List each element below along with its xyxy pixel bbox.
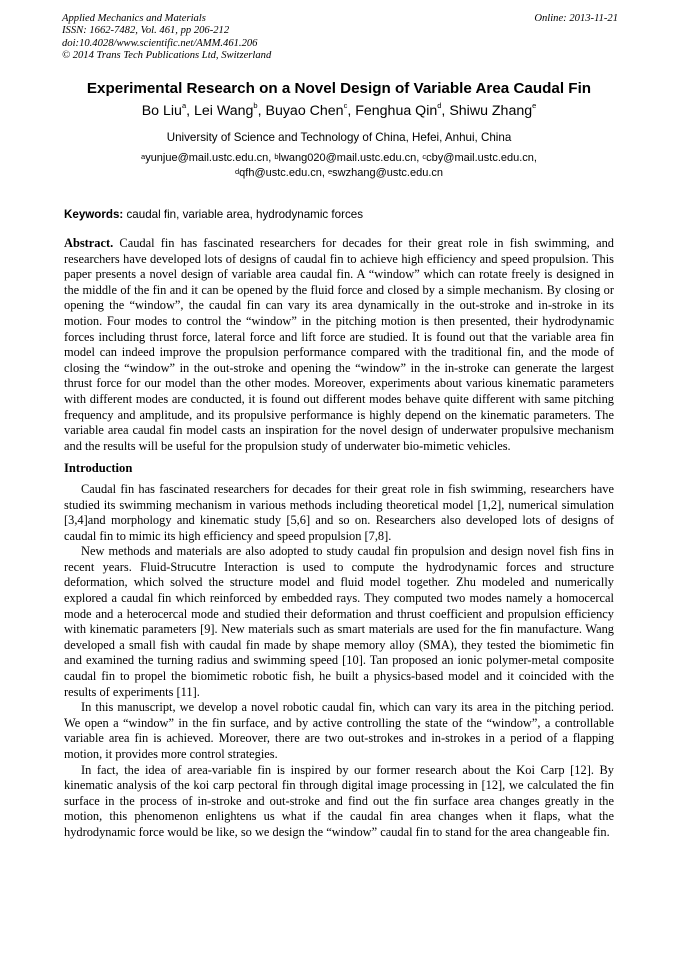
- journal-name: Applied Mechanics and Materials: [62, 13, 206, 24]
- author: Bo Liu$^a$,: [141, 101, 194, 119]
- author: Shiwu Zhang$^e$: [449, 101, 537, 119]
- paper-title: Experimental Research on a Novel Design of Variable Area Caudal Fin: [86, 80, 592, 97]
- keywords-text: caudal fin, variable area, hydrodynamic forces: [123, 208, 364, 221]
- abstract-label: Abstract.: [64, 236, 114, 250]
- paragraph: In fact, the idea of area-variable fin is inspired by our former research about the Koi Carp [12]. By kinematic analysis of the koi carp pectoral fin through digital image processing in [12], we calculated the fin surface in the process of in-stroke and out-stroke and find out the fin surface area changes greatly in the motion, this phenomenon enlightens us what if the caudal fin area changes when it flaps, what the hydrodynamic force would be like, so we design the “window” caudal fin to stand for the area changeable fin.: [64, 762, 614, 839]
- doi-link[interactable]: doi:10.4028/www.scientific.net/AMM.461.206: [62, 37, 258, 49]
- email-link[interactable]: $^b$lwang020@mail.ustc.edu.cn,: [274, 152, 423, 164]
- email-link[interactable]: $^c$cby@mail.ustc.edu.cn,: [422, 152, 537, 164]
- author: Fenghua Qin$^d$,: [355, 101, 450, 119]
- email-line: [40, 151, 638, 166]
- affiliation: University of Science and Technology of China, Hefei, Anhui, China: [166, 131, 512, 144]
- paragraph: In this manuscript, we develop a novel robotic caudal fin, which can vary its area in the pitching period. We open a “window” in the fin surface, and by active controlling the state of the “window”, a controllable variable area fin is achieved. Moreover, there are two out-strokes and in-strokes in a period of a flapping motion, it provides more control strategies.: [64, 700, 614, 761]
- author: Lei Wang$^b$,: [194, 101, 266, 119]
- paragraph: Caudal fin has fascinated researchers for decades for their great role in fish swimming, researchers have studied its swimming mechanism in various methods including theoretical model [1,2], numerical simulation [3,4]and morphology and kinematic study [5,6] and so on. Researchers also developed lots of designs of caudal fin to mimic its high efficiency and speed propulsion [7,8].: [64, 481, 614, 543]
- copyright-line: © 2014 Trans Tech Publications Ltd, Switzerland: [62, 50, 272, 62]
- author: Buyao Chen$^c$,: [265, 101, 356, 119]
- email-line: [40, 166, 638, 181]
- email-link[interactable]: $^e$swzhang@ustc.edu.cn: [327, 167, 443, 179]
- section-heading: Introduction: [64, 461, 133, 476]
- keywords-label: Keywords:: [64, 208, 124, 221]
- abstract-text: Caudal fin has fascinated researchers for decades for their great role in fish swimming, and researchers have developed lots of designs of caudal fin to achieve high efficiency and speed propulsion. This paper presents a novel design of variable area caudal fin. A “window” which can rotate freely is designed in the middle of the fin and it can be opened by the fluid force and closed by a simple mechanism. By closing or opening the “window”, the caudal fin can vary its area dynamically in the out-stroke and in-stroke in its motion. Four modes to control the “window” in the pitching motion is then presented, their hydrodynamic forces including thrust force, lateral force and lift force are studied. It is found out that the variable area fin model can indeed improve the propulsion performance compared with the traditional fin, and the mode of closing the “window” in the out-stroke and opening the “window” in the in-stroke can generate the largest thrust force for our model than the other modes. Moreover, experiments about various kinematic parameters with different modes are conducted, it is found out different modes behave quite different with same pitching frequency and amplitude, and its propulsive performance is highly depend on the kinematic parameters. The variable area caudal fin model casts an inspiration for the novel design of underwater propulsive mechanism and the results will be useful for the propulsion study of underwater bio-mimetic vehicles.: [64, 236, 614, 453]
- email-link[interactable]: $^a$yunjue@mail.ustc.edu.cn,: [141, 152, 275, 164]
- email-link[interactable]: $^d$qfh@ustc.edu.cn,: [234, 167, 328, 179]
- issn-line: ISSN: 1662-7482, Vol. 461, pp 206-212: [62, 25, 230, 37]
- paragraph: New methods and materials are also adopted to study caudal fin propulsion and design novel fish fins in recent years. Fluid-Strucutre Interaction is used to compute the hydrodynamic forces and structure deformation, which solved the structure model and fluid model together. Zhu modeled and numerically explored a caudal fin which reinforced by embedded rays. They computed two modes namely a homocercal mode and a heterocercal mode and studied their deformation and thrust coefficient and propulsion efficiency with kinematic parameters [9]. New materials such as smart materials are used for the fin manufacture. Wang developed a small fish with caudal fin made by shape memory alloy (SMA), they tested the biomimetic fin and examined the turning radius and swimming speed [10]. Tan proposed an ionic polymer-metal composite caudal fin to propel the biomimetic robotic fish, he built a physics-based model and it coincided with the results of experiments [11].: [64, 544, 614, 699]
- journal-header: [62, 13, 618, 63]
- keywords: [64, 208, 614, 221]
- paper-body: [64, 236, 614, 841]
- author-list: [40, 103, 638, 119]
- online-date: Online: 2013-11-21: [534, 13, 618, 24]
- email-list: [40, 151, 638, 181]
- abstract: [64, 236, 614, 454]
